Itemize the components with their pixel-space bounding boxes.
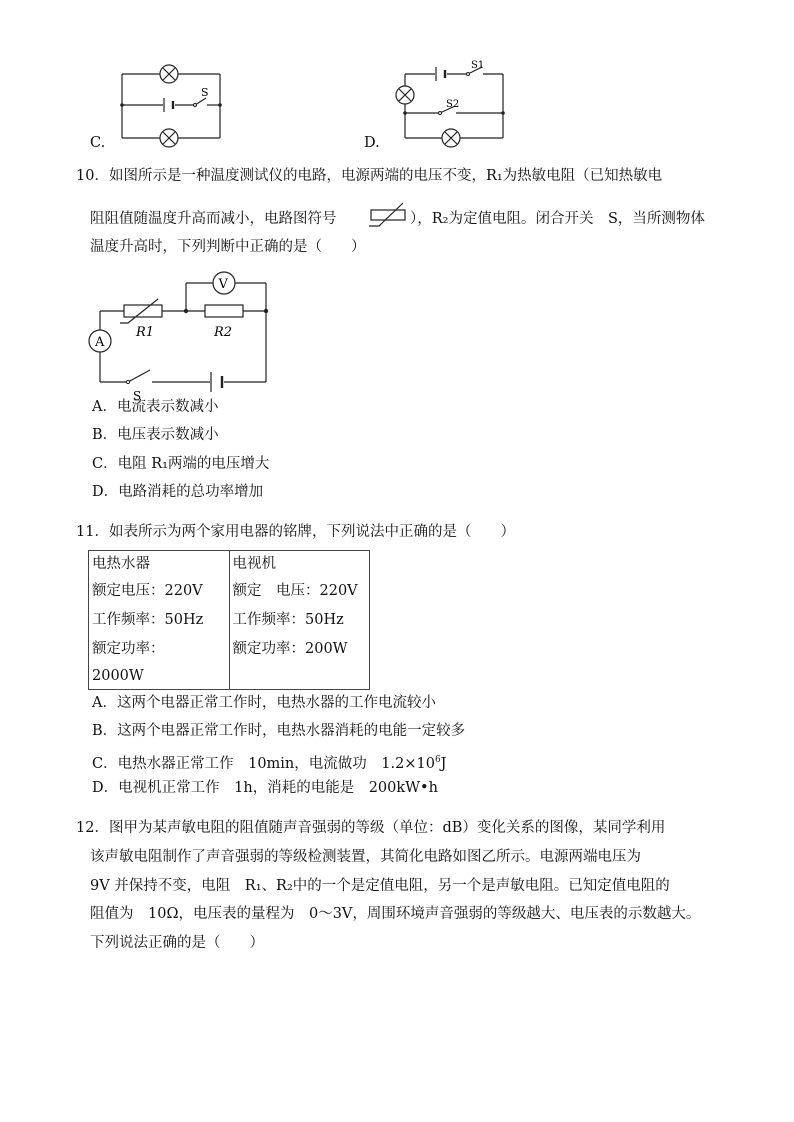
q10-option-b[interactable]: B．电压表示数减小 bbox=[92, 427, 219, 443]
table-cell: 额定功率： bbox=[92, 641, 165, 657]
battery-icon bbox=[211, 372, 222, 392]
switch-label: S bbox=[201, 86, 209, 99]
switch-s2-label: S2 bbox=[446, 99, 460, 110]
table-cell: 工作频率：50Hz bbox=[232, 612, 344, 628]
q11-option-c-text: C．电热水器正常工作 10min，电流做功 1.2×10 bbox=[92, 755, 435, 772]
nameplate-table bbox=[88, 550, 370, 690]
q11-option-c-exponent: 6 bbox=[434, 755, 441, 765]
q12-line-3: 9V 并保持不变，电阻 R₁、R₂中的一个是定值电阻，另一个是声敏电阻。已知定值电阻的 bbox=[90, 878, 670, 894]
table-cell: 额定 电压：220V bbox=[232, 583, 358, 599]
q10-text-line1: 10．如图所示是一种温度测试仪的电路，电源两端的电压不变，R₁为热敏电阻（已知热敏电 bbox=[76, 168, 663, 184]
q10-option-a[interactable]: A．电流表示数减小 bbox=[92, 399, 219, 415]
resistor-icon bbox=[205, 305, 243, 317]
table-cell: 电视机 bbox=[232, 556, 276, 572]
q12-line-5: 下列说法正确的是（ ） bbox=[90, 935, 264, 951]
q12-line-2: 该声敏电阻制作了声音强弱的等级检测装置，其简化电路如图乙所示。电源两端电压为 bbox=[90, 849, 641, 865]
thermistor-icon bbox=[120, 299, 162, 323]
r1-label: R1 bbox=[136, 325, 155, 340]
q10-option-d[interactable]: D．电路消耗的总功率增加 bbox=[92, 484, 264, 500]
voltmeter-label: V bbox=[218, 277, 228, 292]
q11-option-c[interactable] bbox=[92, 750, 447, 774]
table-cell: 2000W bbox=[92, 668, 144, 684]
table-cell: 电热水器 bbox=[92, 556, 150, 572]
q10-circuit-diagram bbox=[0, 0, 794, 403]
q10-option-c[interactable]: C．电阻 R₁两端的电压增大 bbox=[92, 456, 270, 472]
q10-text-line2b: ），R₂为定值电阻。闭合开关 S，当所测物体 bbox=[410, 211, 705, 227]
table-cell: 额定电压：220V bbox=[92, 583, 203, 599]
table-cell: 额定功率：200W bbox=[232, 641, 348, 657]
switch-label: S bbox=[133, 389, 142, 403]
q12-line-1: 12．图甲为某声敏电阻的阻值随声音强弱的等级（单位：dB）变化关系的图像，某同学利用 bbox=[76, 820, 666, 836]
water-heater-column bbox=[89, 551, 230, 690]
q10-text-line3: 温度升高时，下列判断中正确的是（ ） bbox=[90, 239, 366, 255]
q11-option-b[interactable]: B．这两个电器正常工作时，电热水器消耗的电能一定较多 bbox=[92, 723, 466, 739]
option-d-label: D. bbox=[364, 135, 380, 151]
r2-label: R2 bbox=[214, 325, 233, 340]
q10-text-line2a: 阻阻值随温度升高而减小，电路图符号 bbox=[90, 211, 337, 227]
q11-option-d[interactable]: D．电视机正常工作 1h，消耗的电能是 200kW•h bbox=[92, 780, 438, 796]
switch-s1-label: S1 bbox=[471, 60, 485, 71]
q12-line-4: 阻值为 10Ω，电压表的量程为 0～3V，周围环境声音强弱的等级越大、电压表的示数越大。 bbox=[90, 906, 701, 922]
tv-column bbox=[229, 551, 370, 690]
table-cell: 工作频率：50Hz bbox=[92, 612, 204, 628]
option-c-label: C. bbox=[90, 135, 106, 151]
q11-option-a[interactable]: A．这两个电器正常工作时，电热水器的工作电流较小 bbox=[92, 695, 436, 711]
q11-option-c-unit: J bbox=[440, 755, 447, 772]
q11-text: 11．如表所示为两个家用电器的铭牌，下列说法中正确的是（ ） bbox=[76, 524, 515, 540]
ammeter-label: A bbox=[95, 335, 105, 350]
